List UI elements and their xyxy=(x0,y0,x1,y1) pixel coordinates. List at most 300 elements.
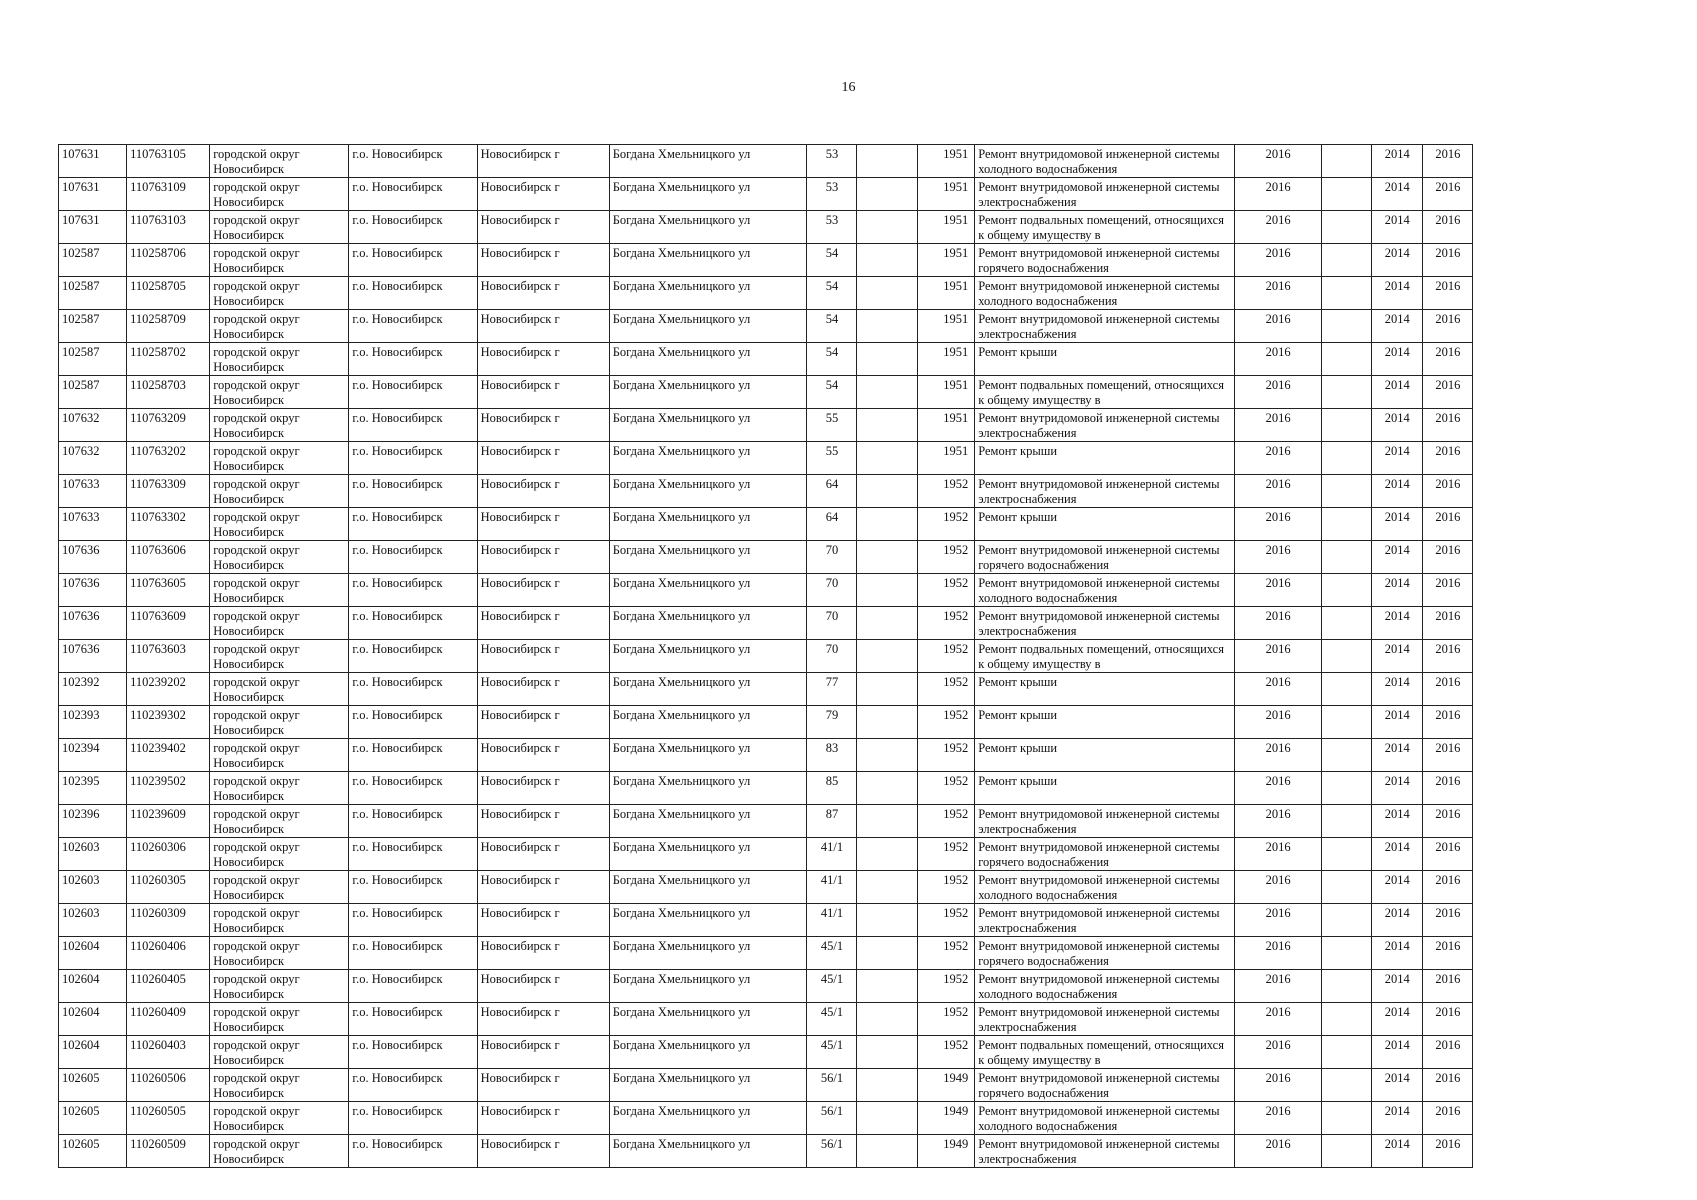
cell-period-end: 2016 xyxy=(1422,508,1472,541)
cell-plan-year: 2016 xyxy=(1234,574,1321,607)
cell-locality: Новосибирск г xyxy=(477,541,609,574)
cell-plan-year: 2016 xyxy=(1234,970,1321,1003)
cell-period-start: 2014 xyxy=(1371,475,1422,508)
cell-building xyxy=(857,805,918,838)
cell-municipal-district: городской округ Новосибирск xyxy=(210,805,349,838)
cell-house-id: 107631 xyxy=(59,211,127,244)
cell-street: Богдана Хмельницкого ул xyxy=(609,442,806,475)
cell-municipality: г.о. Новосибирск xyxy=(349,1069,477,1102)
cell-year-built: 1952 xyxy=(918,871,975,904)
cell-house-number: 77 xyxy=(807,673,857,706)
cell-municipal-district: городской округ Новосибирск xyxy=(210,442,349,475)
cell-period-end: 2016 xyxy=(1422,706,1472,739)
cell-street: Богдана Хмельницкого ул xyxy=(609,871,806,904)
cell-municipality: г.о. Новосибирск xyxy=(349,277,477,310)
cell-period-end: 2016 xyxy=(1422,1069,1472,1102)
cell-year-built: 1952 xyxy=(918,706,975,739)
cell-house-id: 102604 xyxy=(59,1003,127,1036)
cell-street: Богдана Хмельницкого ул xyxy=(609,178,806,211)
cell-work-code: 110763202 xyxy=(127,442,210,475)
cell-municipal-district: городской округ Новосибирск xyxy=(210,706,349,739)
cell-period-start: 2014 xyxy=(1371,904,1422,937)
cell-plan-year: 2016 xyxy=(1234,244,1321,277)
cell-empty xyxy=(1321,1069,1371,1102)
cell-municipal-district: городской округ Новосибирск xyxy=(210,541,349,574)
cell-plan-year: 2016 xyxy=(1234,376,1321,409)
cell-plan-year: 2016 xyxy=(1234,178,1321,211)
cell-plan-year: 2016 xyxy=(1234,475,1321,508)
cell-plan-year: 2016 xyxy=(1234,673,1321,706)
cell-street: Богдана Хмельницкого ул xyxy=(609,706,806,739)
cell-period-end: 2016 xyxy=(1422,904,1472,937)
cell-house-id: 102587 xyxy=(59,376,127,409)
table-row xyxy=(59,904,1473,937)
cell-municipality: г.о. Новосибирск xyxy=(349,739,477,772)
cell-period-end: 2016 xyxy=(1422,244,1472,277)
cell-municipality: г.о. Новосибирск xyxy=(349,211,477,244)
cell-locality: Новосибирск г xyxy=(477,607,609,640)
cell-house-id: 102395 xyxy=(59,772,127,805)
cell-municipality: г.о. Новосибирск xyxy=(349,574,477,607)
cell-municipality: г.о. Новосибирск xyxy=(349,244,477,277)
cell-locality: Новосибирск г xyxy=(477,442,609,475)
cell-locality: Новосибирск г xyxy=(477,739,609,772)
cell-municipality: г.о. Новосибирск xyxy=(349,937,477,970)
table-row xyxy=(59,310,1473,343)
cell-work-code: 110763103 xyxy=(127,211,210,244)
cell-locality: Новосибирск г xyxy=(477,178,609,211)
cell-house-id: 107633 xyxy=(59,508,127,541)
cell-work-type: Ремонт крыши xyxy=(975,706,1234,739)
cell-work-code: 110239502 xyxy=(127,772,210,805)
cell-work-code: 110260509 xyxy=(127,1135,210,1168)
cell-building xyxy=(857,772,918,805)
cell-house-id: 102605 xyxy=(59,1135,127,1168)
cell-period-start: 2014 xyxy=(1371,607,1422,640)
cell-empty xyxy=(1321,1036,1371,1069)
cell-period-start: 2014 xyxy=(1371,1102,1422,1135)
cell-street: Богдана Хмельницкого ул xyxy=(609,739,806,772)
cell-work-code: 110258705 xyxy=(127,277,210,310)
cell-locality: Новосибирск г xyxy=(477,871,609,904)
cell-work-type: Ремонт внутридомовой инженерной системы холодного водоснабжения xyxy=(975,871,1234,904)
cell-period-end: 2016 xyxy=(1422,937,1472,970)
cell-work-code: 110763309 xyxy=(127,475,210,508)
cell-period-start: 2014 xyxy=(1371,508,1422,541)
cell-locality: Новосибирск г xyxy=(477,937,609,970)
cell-period-end: 2016 xyxy=(1422,739,1472,772)
cell-period-start: 2014 xyxy=(1371,1069,1422,1102)
cell-building xyxy=(857,178,918,211)
cell-plan-year: 2016 xyxy=(1234,937,1321,970)
cell-plan-year: 2016 xyxy=(1234,871,1321,904)
cell-empty xyxy=(1321,937,1371,970)
cell-plan-year: 2016 xyxy=(1234,739,1321,772)
cell-plan-year: 2016 xyxy=(1234,409,1321,442)
cell-empty xyxy=(1321,343,1371,376)
cell-work-type: Ремонт внутридомовой инженерной системы холодного водоснабжения xyxy=(975,970,1234,1003)
cell-period-end: 2016 xyxy=(1422,805,1472,838)
cell-building xyxy=(857,277,918,310)
cell-work-code: 110763302 xyxy=(127,508,210,541)
cell-period-end: 2016 xyxy=(1422,475,1472,508)
cell-house-id: 102604 xyxy=(59,937,127,970)
cell-house-id: 107631 xyxy=(59,178,127,211)
cell-work-code: 110763606 xyxy=(127,541,210,574)
registry-table xyxy=(58,144,1473,1168)
cell-period-end: 2016 xyxy=(1422,640,1472,673)
cell-work-code: 110763209 xyxy=(127,409,210,442)
cell-street: Богдана Хмельницкого ул xyxy=(609,145,806,178)
cell-house-id: 102604 xyxy=(59,970,127,1003)
table-row xyxy=(59,1036,1473,1069)
cell-house-number: 70 xyxy=(807,541,857,574)
cell-year-built: 1949 xyxy=(918,1069,975,1102)
table-row xyxy=(59,343,1473,376)
table-row xyxy=(59,376,1473,409)
cell-building xyxy=(857,508,918,541)
table-row xyxy=(59,277,1473,310)
cell-house-id: 102605 xyxy=(59,1069,127,1102)
cell-work-code: 110258702 xyxy=(127,343,210,376)
cell-year-built: 1951 xyxy=(918,409,975,442)
cell-municipality: г.о. Новосибирск xyxy=(349,970,477,1003)
table-row xyxy=(59,739,1473,772)
cell-work-type: Ремонт крыши xyxy=(975,508,1234,541)
cell-year-built: 1952 xyxy=(918,970,975,1003)
cell-street: Богдана Хмельницкого ул xyxy=(609,211,806,244)
cell-house-id: 107632 xyxy=(59,409,127,442)
cell-municipal-district: городской округ Новосибирск xyxy=(210,904,349,937)
cell-locality: Новосибирск г xyxy=(477,244,609,277)
cell-building xyxy=(857,211,918,244)
cell-locality: Новосибирск г xyxy=(477,838,609,871)
cell-year-built: 1951 xyxy=(918,376,975,409)
cell-empty xyxy=(1321,574,1371,607)
cell-house-number: 41/1 xyxy=(807,871,857,904)
cell-period-start: 2014 xyxy=(1371,541,1422,574)
cell-period-end: 2016 xyxy=(1422,1135,1472,1168)
cell-empty xyxy=(1321,1003,1371,1036)
cell-municipal-district: городской округ Новосибирск xyxy=(210,1036,349,1069)
cell-empty xyxy=(1321,640,1371,673)
cell-period-start: 2014 xyxy=(1371,772,1422,805)
cell-municipal-district: городской округ Новосибирск xyxy=(210,310,349,343)
table-row xyxy=(59,475,1473,508)
cell-year-built: 1952 xyxy=(918,1036,975,1069)
cell-plan-year: 2016 xyxy=(1234,607,1321,640)
cell-house-id: 102587 xyxy=(59,244,127,277)
cell-building xyxy=(857,706,918,739)
cell-house-number: 64 xyxy=(807,475,857,508)
cell-street: Богдана Хмельницкого ул xyxy=(609,805,806,838)
cell-period-start: 2014 xyxy=(1371,442,1422,475)
cell-municipality: г.о. Новосибирск xyxy=(349,706,477,739)
cell-locality: Новосибирск г xyxy=(477,409,609,442)
cell-building xyxy=(857,1102,918,1135)
cell-locality: Новосибирск г xyxy=(477,1036,609,1069)
cell-municipal-district: городской округ Новосибирск xyxy=(210,244,349,277)
cell-period-start: 2014 xyxy=(1371,343,1422,376)
cell-house-id: 102605 xyxy=(59,1102,127,1135)
cell-period-start: 2014 xyxy=(1371,871,1422,904)
cell-municipality: г.о. Новосибирск xyxy=(349,343,477,376)
cell-municipal-district: городской округ Новосибирск xyxy=(210,970,349,1003)
cell-building xyxy=(857,409,918,442)
cell-locality: Новосибирск г xyxy=(477,310,609,343)
cell-locality: Новосибирск г xyxy=(477,970,609,1003)
cell-house-number: 45/1 xyxy=(807,937,857,970)
cell-house-id: 102587 xyxy=(59,310,127,343)
cell-building xyxy=(857,475,918,508)
cell-municipal-district: городской округ Новосибирск xyxy=(210,178,349,211)
cell-municipality: г.о. Новосибирск xyxy=(349,640,477,673)
cell-building xyxy=(857,574,918,607)
cell-period-start: 2014 xyxy=(1371,706,1422,739)
cell-street: Богдана Хмельницкого ул xyxy=(609,508,806,541)
cell-year-built: 1952 xyxy=(918,673,975,706)
cell-year-built: 1952 xyxy=(918,508,975,541)
cell-work-code: 110260409 xyxy=(127,1003,210,1036)
cell-municipal-district: городской округ Новосибирск xyxy=(210,1069,349,1102)
cell-municipal-district: городской округ Новосибирск xyxy=(210,211,349,244)
cell-municipality: г.о. Новосибирск xyxy=(349,376,477,409)
cell-locality: Новосибирск г xyxy=(477,1102,609,1135)
cell-municipality: г.о. Новосибирск xyxy=(349,310,477,343)
cell-street: Богдана Хмельницкого ул xyxy=(609,574,806,607)
cell-work-type: Ремонт внутридомовой инженерной системы электроснабжения xyxy=(975,805,1234,838)
cell-period-start: 2014 xyxy=(1371,409,1422,442)
cell-work-type: Ремонт внутридомовой инженерной системы холодного водоснабжения xyxy=(975,1102,1234,1135)
cell-building xyxy=(857,871,918,904)
cell-house-number: 83 xyxy=(807,739,857,772)
cell-municipal-district: городской округ Новосибирск xyxy=(210,145,349,178)
cell-period-end: 2016 xyxy=(1422,673,1472,706)
cell-municipal-district: городской округ Новосибирск xyxy=(210,1003,349,1036)
cell-work-code: 110258709 xyxy=(127,310,210,343)
cell-building xyxy=(857,607,918,640)
cell-work-type: Ремонт подвальных помещений, относящихся к общему имуществу в xyxy=(975,211,1234,244)
cell-house-number: 54 xyxy=(807,277,857,310)
cell-building xyxy=(857,376,918,409)
cell-work-type: Ремонт внутридомовой инженерной системы электроснабжения xyxy=(975,310,1234,343)
cell-period-start: 2014 xyxy=(1371,970,1422,1003)
cell-locality: Новосибирск г xyxy=(477,640,609,673)
cell-municipal-district: городской округ Новосибирск xyxy=(210,673,349,706)
cell-year-built: 1952 xyxy=(918,640,975,673)
cell-municipality: г.о. Новосибирск xyxy=(349,838,477,871)
cell-building xyxy=(857,541,918,574)
cell-work-type: Ремонт внутридомовой инженерной системы электроснабжения xyxy=(975,409,1234,442)
cell-building xyxy=(857,838,918,871)
cell-period-start: 2014 xyxy=(1371,145,1422,178)
cell-municipality: г.о. Новосибирск xyxy=(349,145,477,178)
cell-building xyxy=(857,1135,918,1168)
cell-period-end: 2016 xyxy=(1422,1003,1472,1036)
cell-work-type: Ремонт крыши xyxy=(975,343,1234,376)
cell-period-end: 2016 xyxy=(1422,277,1472,310)
cell-year-built: 1952 xyxy=(918,772,975,805)
cell-building xyxy=(857,673,918,706)
cell-building xyxy=(857,310,918,343)
cell-work-code: 110239202 xyxy=(127,673,210,706)
cell-empty xyxy=(1321,541,1371,574)
cell-house-number: 56/1 xyxy=(807,1069,857,1102)
cell-work-code: 110763603 xyxy=(127,640,210,673)
cell-municipal-district: городской округ Новосибирск xyxy=(210,772,349,805)
cell-work-type: Ремонт подвальных помещений, относящихся к общему имуществу в xyxy=(975,1036,1234,1069)
cell-empty xyxy=(1321,244,1371,277)
cell-municipal-district: городской округ Новосибирск xyxy=(210,739,349,772)
cell-street: Богдана Хмельницкого ул xyxy=(609,607,806,640)
cell-period-end: 2016 xyxy=(1422,838,1472,871)
cell-work-type: Ремонт внутридомовой инженерной системы горячего водоснабжения xyxy=(975,937,1234,970)
cell-municipality: г.о. Новосибирск xyxy=(349,178,477,211)
cell-work-code: 110260306 xyxy=(127,838,210,871)
cell-house-number: 55 xyxy=(807,442,857,475)
cell-period-end: 2016 xyxy=(1422,145,1472,178)
cell-period-start: 2014 xyxy=(1371,739,1422,772)
table-row xyxy=(59,409,1473,442)
cell-municipality: г.о. Новосибирск xyxy=(349,442,477,475)
cell-empty xyxy=(1321,1102,1371,1135)
cell-period-start: 2014 xyxy=(1371,574,1422,607)
cell-municipality: г.о. Новосибирск xyxy=(349,508,477,541)
cell-municipality: г.о. Новосибирск xyxy=(349,475,477,508)
cell-street: Богдана Хмельницкого ул xyxy=(609,640,806,673)
table-row xyxy=(59,871,1473,904)
cell-empty xyxy=(1321,277,1371,310)
cell-street: Богдана Хмельницкого ул xyxy=(609,970,806,1003)
cell-municipality: г.о. Новосибирск xyxy=(349,772,477,805)
cell-street: Богдана Хмельницкого ул xyxy=(609,772,806,805)
cell-year-built: 1951 xyxy=(918,442,975,475)
cell-municipal-district: городской округ Новосибирск xyxy=(210,607,349,640)
cell-empty xyxy=(1321,739,1371,772)
cell-plan-year: 2016 xyxy=(1234,1135,1321,1168)
cell-municipality: г.о. Новосибирск xyxy=(349,673,477,706)
cell-building xyxy=(857,640,918,673)
cell-building xyxy=(857,343,918,376)
cell-period-start: 2014 xyxy=(1371,211,1422,244)
table-row xyxy=(59,178,1473,211)
cell-locality: Новосибирск г xyxy=(477,211,609,244)
cell-year-built: 1952 xyxy=(918,607,975,640)
cell-empty xyxy=(1321,376,1371,409)
cell-house-id: 107636 xyxy=(59,640,127,673)
cell-house-id: 102396 xyxy=(59,805,127,838)
cell-work-code: 110260506 xyxy=(127,1069,210,1102)
cell-plan-year: 2016 xyxy=(1234,772,1321,805)
cell-period-end: 2016 xyxy=(1422,970,1472,1003)
cell-house-number: 70 xyxy=(807,640,857,673)
cell-work-code: 110763109 xyxy=(127,178,210,211)
cell-municipality: г.о. Новосибирск xyxy=(349,904,477,937)
cell-municipal-district: городской округ Новосибирск xyxy=(210,343,349,376)
cell-plan-year: 2016 xyxy=(1234,1036,1321,1069)
cell-house-number: 45/1 xyxy=(807,970,857,1003)
cell-plan-year: 2016 xyxy=(1234,1003,1321,1036)
cell-house-id: 107633 xyxy=(59,475,127,508)
cell-empty xyxy=(1321,211,1371,244)
cell-period-end: 2016 xyxy=(1422,871,1472,904)
cell-work-code: 110763605 xyxy=(127,574,210,607)
cell-year-built: 1951 xyxy=(918,277,975,310)
cell-period-start: 2014 xyxy=(1371,640,1422,673)
cell-period-start: 2014 xyxy=(1371,1003,1422,1036)
table-row xyxy=(59,1102,1473,1135)
cell-work-code: 110260505 xyxy=(127,1102,210,1135)
cell-empty xyxy=(1321,970,1371,1003)
cell-plan-year: 2016 xyxy=(1234,343,1321,376)
cell-plan-year: 2016 xyxy=(1234,640,1321,673)
cell-municipality: г.о. Новосибирск xyxy=(349,1135,477,1168)
table-row xyxy=(59,1069,1473,1102)
cell-period-end: 2016 xyxy=(1422,541,1472,574)
cell-plan-year: 2016 xyxy=(1234,1069,1321,1102)
cell-house-id: 102392 xyxy=(59,673,127,706)
cell-work-type: Ремонт внутридомовой инженерной системы электроснабжения xyxy=(975,475,1234,508)
cell-locality: Новосибирск г xyxy=(477,1003,609,1036)
cell-street: Богдана Хмельницкого ул xyxy=(609,376,806,409)
table-row xyxy=(59,838,1473,871)
cell-period-start: 2014 xyxy=(1371,805,1422,838)
cell-period-start: 2014 xyxy=(1371,376,1422,409)
cell-house-number: 56/1 xyxy=(807,1135,857,1168)
cell-empty xyxy=(1321,904,1371,937)
cell-building xyxy=(857,1003,918,1036)
cell-street: Богдана Хмельницкого ул xyxy=(609,673,806,706)
cell-period-end: 2016 xyxy=(1422,442,1472,475)
cell-plan-year: 2016 xyxy=(1234,277,1321,310)
cell-empty xyxy=(1321,706,1371,739)
cell-municipality: г.о. Новосибирск xyxy=(349,607,477,640)
cell-year-built: 1951 xyxy=(918,211,975,244)
cell-work-code: 110260406 xyxy=(127,937,210,970)
cell-year-built: 1952 xyxy=(918,805,975,838)
cell-house-number: 70 xyxy=(807,574,857,607)
cell-house-id: 102603 xyxy=(59,904,127,937)
cell-municipality: г.о. Новосибирск xyxy=(349,805,477,838)
cell-year-built: 1949 xyxy=(918,1102,975,1135)
cell-work-code: 110260405 xyxy=(127,970,210,1003)
cell-empty xyxy=(1321,1135,1371,1168)
cell-plan-year: 2016 xyxy=(1234,541,1321,574)
cell-house-id: 102603 xyxy=(59,871,127,904)
cell-work-type: Ремонт внутридомовой инженерной системы электроснабжения xyxy=(975,904,1234,937)
cell-plan-year: 2016 xyxy=(1234,310,1321,343)
cell-work-type: Ремонт подвальных помещений, относящихся к общему имуществу в xyxy=(975,640,1234,673)
cell-street: Богдана Хмельницкого ул xyxy=(609,343,806,376)
cell-work-code: 110763105 xyxy=(127,145,210,178)
cell-period-end: 2016 xyxy=(1422,310,1472,343)
cell-year-built: 1952 xyxy=(918,574,975,607)
cell-street: Богдана Хмельницкого ул xyxy=(609,541,806,574)
cell-house-number: 41/1 xyxy=(807,838,857,871)
cell-plan-year: 2016 xyxy=(1234,805,1321,838)
cell-work-code: 110239609 xyxy=(127,805,210,838)
cell-work-type: Ремонт внутридомовой инженерной системы электроснабжения xyxy=(975,607,1234,640)
cell-locality: Новосибирск г xyxy=(477,706,609,739)
cell-locality: Новосибирск г xyxy=(477,508,609,541)
cell-year-built: 1952 xyxy=(918,541,975,574)
cell-period-end: 2016 xyxy=(1422,772,1472,805)
cell-period-start: 2014 xyxy=(1371,937,1422,970)
cell-locality: Новосибирск г xyxy=(477,1135,609,1168)
cell-house-number: 54 xyxy=(807,244,857,277)
cell-locality: Новосибирск г xyxy=(477,277,609,310)
cell-work-type: Ремонт внутридомовой инженерной системы горячего водоснабжения xyxy=(975,541,1234,574)
